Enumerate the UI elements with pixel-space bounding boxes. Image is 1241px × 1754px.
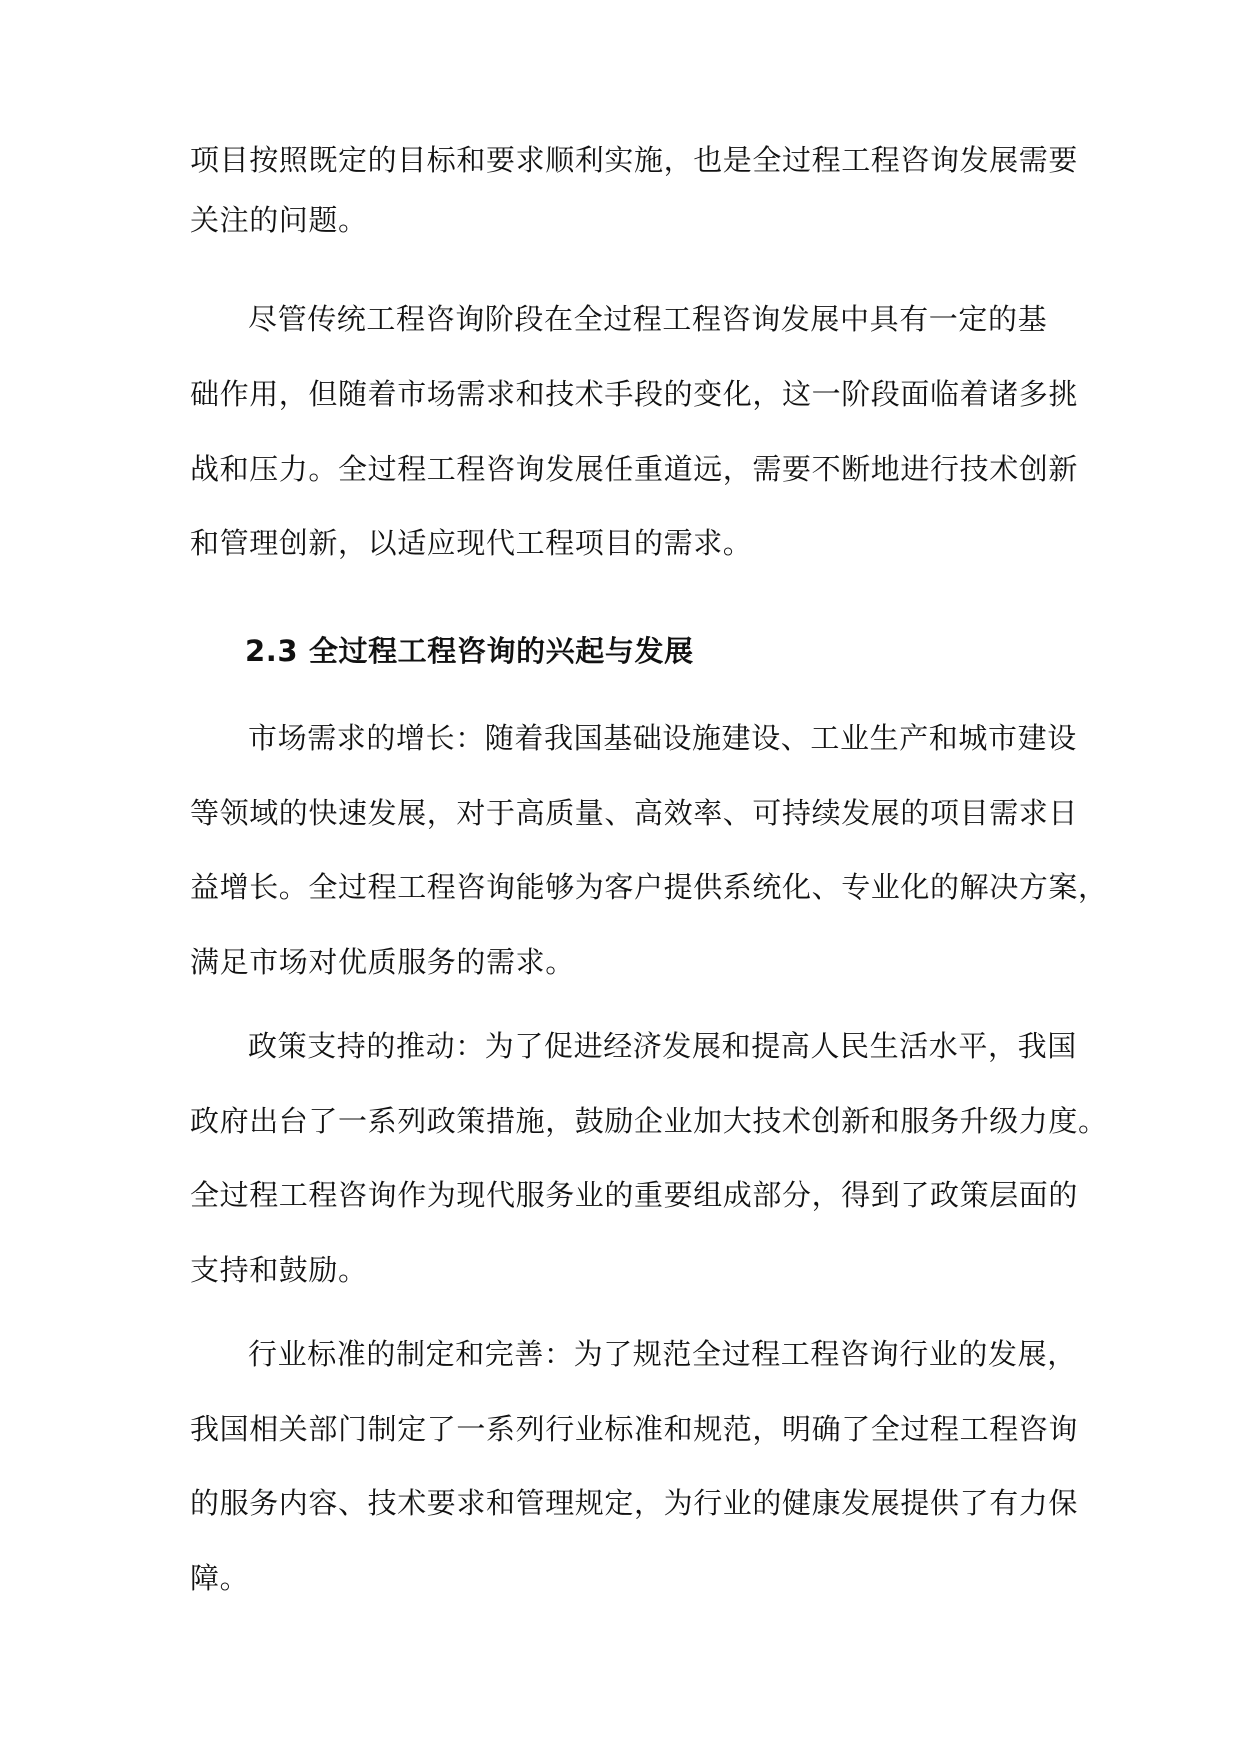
text-line: 全过程工程咨询作为现代服务业的重要组成部分，得到了政策层面的	[190, 1178, 1079, 1212]
text-line: 我国相关部门制定了一系列行业标准和规范，明确了全过程工程咨询	[190, 1412, 1079, 1446]
text-line: 的服务内容、技术要求和管理规定，为行业的健康发展提供了有力保	[190, 1486, 1079, 1520]
text-line: 市场需求的增长：随着我国基础设施建设、工业生产和城市建设	[248, 721, 1077, 755]
text-line: 满足市场对优质服务的需求。	[190, 945, 575, 979]
text-line: 政府出台了一系列政策措施，鼓励企业加大技术创新和服务升级力度。	[190, 1104, 1108, 1138]
text-line: 等领域的快速发展，对于高质量、高效率、可持续发展的项目需求日	[190, 796, 1079, 830]
text-line: 战和压力。全过程工程咨询发展任重道远，需要不断地进行技术创新	[190, 452, 1079, 486]
text-line: 尽管传统工程咨询阶段在全过程工程咨询发展中具有一定的基	[248, 302, 1048, 336]
text-line: 和管理创新，以适应现代工程项目的需求。	[190, 526, 753, 560]
text-line: 政策支持的推动：为了促进经济发展和提高人民生活水平，我国	[248, 1029, 1077, 1063]
text-line: 础作用，但随着市场需求和技术手段的变化，这一阶段面临着诸多挑	[190, 377, 1079, 411]
text-line: 关注的问题。	[190, 203, 368, 237]
section-heading: 2.3 全过程工程咨询的兴起与发展	[245, 634, 694, 668]
text-line: 项目按照既定的目标和要求顺利实施，也是全过程工程咨询发展需要	[190, 143, 1079, 177]
text-line: 支持和鼓励。	[190, 1253, 368, 1287]
text-line: 障。	[190, 1561, 250, 1595]
text-line: 益增长。全过程工程咨询能够为客户提供系统化、专业化的解决方案，	[190, 870, 1108, 904]
text-line: 行业标准的制定和完善：为了规范全过程工程咨询行业的发展，	[248, 1337, 1077, 1371]
